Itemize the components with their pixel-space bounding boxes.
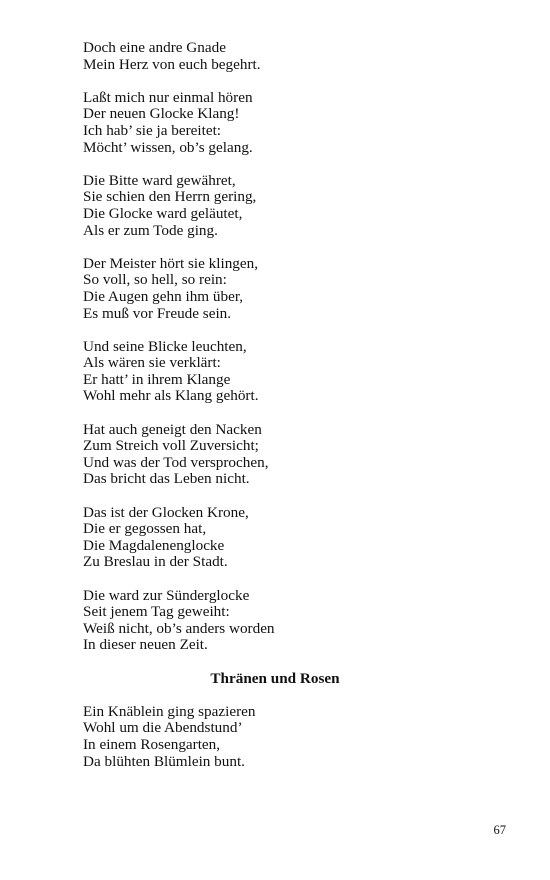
verse-line: Er hatt’ in ihrem Klange [83,370,231,388]
stanza [83,588,483,654]
stanza [83,505,483,571]
verse-line: Es muß vor Freude sein. [83,304,232,322]
stanza [83,173,483,239]
verse-line: Die Magdalenenglocke [83,536,225,554]
verse-line: Mein Herz von euch begehrt. [83,55,261,73]
verse-line: In einem Rosengarten, [83,735,221,753]
verse-line: Die er gegossen hat, [83,520,207,538]
verse-line: Das ist der Glocken Krone, [83,503,249,521]
stanza [83,256,483,322]
verse-line: Doch eine andre Gnade [83,39,226,56]
verse-line: Das bricht das Leben nicht. [83,470,250,488]
verse-line: Ich hab’ sie ja bereitet: [83,121,222,139]
poem-body [83,40,483,787]
poem-title: Thränen und Rosen [210,669,340,687]
verse-line: Die Bitte ward gewähret, [83,171,236,189]
verse-line: Als er zum Tode ging. [83,221,218,239]
verse-line: Möcht’ wissen, ob’s gelang. [83,138,253,156]
verse-line: Die Augen gehn ihm über, [83,287,244,305]
verse-line: Sie schien den Herrn gering, [83,188,257,206]
stanza [83,339,483,405]
verse-line: Und was der Tod versprochen, [83,453,269,471]
verse-line: Ein Knäblein ging spazieren [83,702,256,720]
verse-line: Wohl mehr als Klang gehört. [83,387,259,405]
verse-line: So voll, so hell, so rein: [83,271,227,289]
verse-line: Weiß nicht, ob’s anders worden [83,619,275,637]
verse-line: Als wären sie verklärt: [83,354,221,372]
verse-line: Da blühten Blümlein bunt. [83,752,245,770]
page-number: 67 [493,823,506,837]
verse-line: Seit jenem Tag geweiht: [83,603,230,621]
verse-line: Hat auch geneigt den Nacken [83,420,262,438]
verse-line: In dieser neuen Zeit. [83,636,208,654]
stanza [83,704,483,770]
verse-line: Die Glocke ward geläutet, [83,204,243,222]
verse-line: Wohl um die Abendstund’ [83,719,243,737]
verse-line: Laßt mich nur einmal hören [83,88,253,106]
verse-line: Zu Breslau in der Stadt. [83,553,228,571]
verse-line: Zum Streich voll Zuversicht; [83,437,259,455]
verse-line: Der neuen Glocke Klang! [83,105,240,123]
verse-line: Der Meister hört sie klingen, [83,254,259,272]
stanza [83,40,483,73]
verse-line: Und seine Blicke leuchten, [83,337,247,355]
verse-line: Die ward zur Sünderglocke [83,586,250,604]
stanza [83,422,483,488]
stanza [83,90,483,156]
